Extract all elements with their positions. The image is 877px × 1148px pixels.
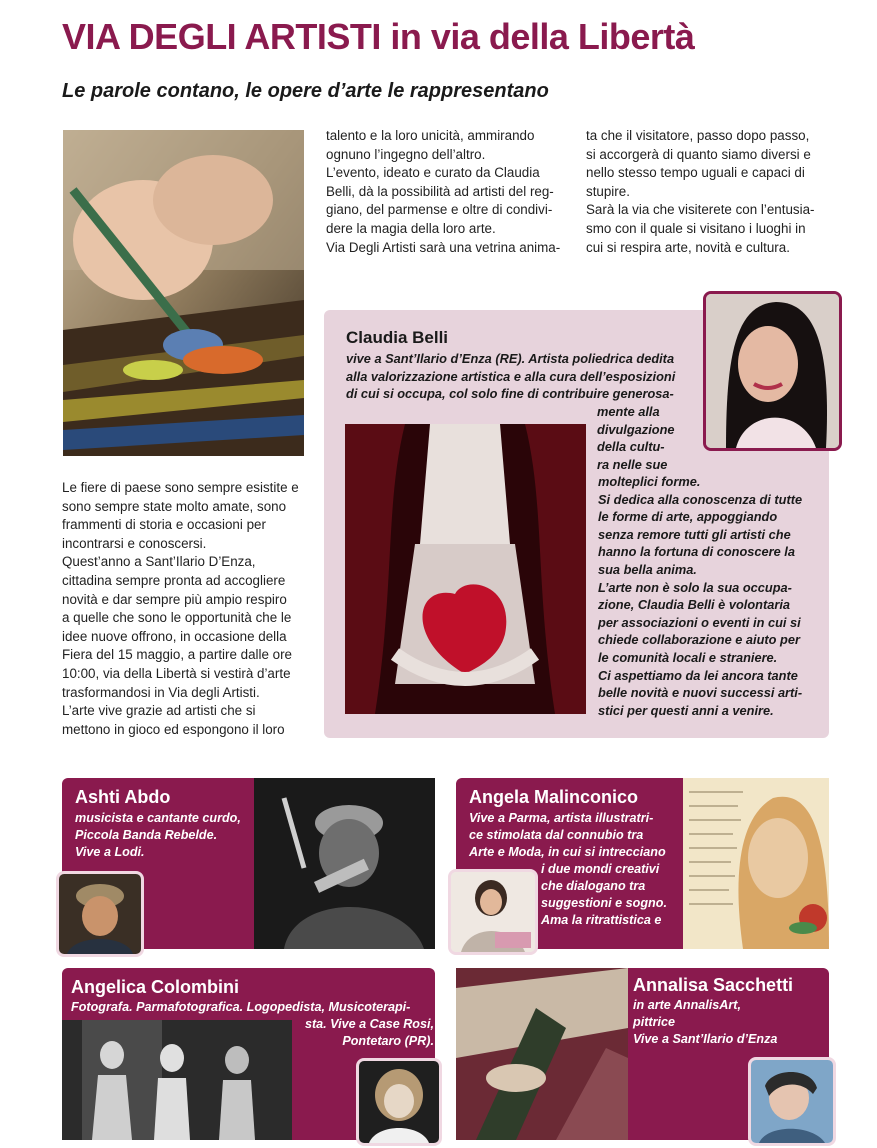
bio-line: divulgazione — [597, 421, 675, 437]
desc-line: pittrice — [633, 1015, 675, 1029]
article-line: Via Degli Artisti sarà una vetrina anima- — [326, 239, 561, 255]
desc-line: ce stimolata dal connubio tra — [469, 828, 644, 842]
bio-line: molteplici forme. — [598, 474, 701, 489]
bio-line: Si dedica alla conoscenza di tutte — [598, 491, 803, 507]
article-line: ta che il visitatore, passo dopo passo, — [586, 128, 810, 143]
desc-line: Fotografa. Parmafotografica. Logopedista, Musicoterapi- — [71, 1000, 411, 1014]
bio-line: alla valorizzazione artistica e alla cura dell’esposizioni — [346, 368, 676, 384]
desc-line: Ama la ritrattistica e — [541, 913, 662, 927]
bio-line: di cui si occupa, col solo fine di contribuire generosa- — [346, 386, 674, 402]
desc-line: Vive a Sant’Ilario d’Enza — [633, 1032, 778, 1046]
article-line: novità e dar sempre più ampio respiro — [62, 591, 287, 607]
page-title: VIA DEGLI ARTISTI in via della Libertà — [62, 16, 695, 57]
article-line: cittadina sempre pronta ad accogliere — [62, 572, 286, 588]
article-line: stupire. — [586, 183, 630, 199]
article-line: Fiera del 15 maggio, a partire dalle ore — [62, 647, 293, 663]
desc-line: suggestioni e sogno. — [541, 896, 667, 910]
article-line: 10:00, via della Libertà si vestirà d’arte — [62, 665, 291, 681]
claudia-bio-top — [346, 350, 706, 403]
article-line: giano, del parmense e oltre di condivi- — [326, 202, 553, 218]
ashti-avatar — [56, 871, 144, 957]
annalisa-desc — [633, 997, 828, 1048]
desc-line: in arte AnnalisArt, — [633, 998, 741, 1012]
desc-line: che dialogano tra — [541, 879, 646, 893]
bio-line: chiede collaborazione e aiuto per — [598, 632, 800, 648]
article-line: sono sempre state molto amate, sono — [62, 498, 287, 514]
claudia-bio-narrow — [597, 403, 702, 473]
article-line: mettono in gioco ed espongono il loro — [62, 721, 285, 737]
desc-line: Arte e Moda, in cui si intrecciano — [469, 845, 666, 859]
angela-name: Angela Malinconico — [469, 787, 639, 807]
angela-artwork — [683, 778, 829, 949]
angelica-photo — [62, 1020, 292, 1140]
bio-line: per associazioni o eventi in cui si — [598, 614, 801, 630]
bio-line: vive a Sant’Ilario d’Enza (RE). Artista poliedrica dedita — [346, 351, 675, 366]
page-subtitle: Le parole contano, le opere d’arte le rappresentano — [62, 80, 549, 102]
article-line: Belli, dà la possibilità ad artisti del reg- — [326, 183, 554, 199]
desc-line: i due mondi creativi — [541, 862, 660, 876]
article-line: si accorgerà di quanto siamo diversi e — [586, 146, 811, 162]
desc-line: sta. Vive a Case Rosi, — [304, 1017, 434, 1031]
bio-line: stici per questi anni a venire. — [598, 702, 774, 718]
ashti-photo — [254, 778, 435, 949]
bio-line: hanno la fortuna di conoscere la — [598, 544, 795, 560]
article-line: L’arte vive grazie ad artisti che si — [62, 703, 256, 719]
claudia-portrait — [703, 291, 842, 451]
heart-painting — [345, 424, 586, 714]
painting-hand-photo — [63, 130, 304, 456]
bio-line: L’arte non è solo la sua occupa- — [598, 579, 792, 595]
bio-line: le forme di arte, appoggiando — [598, 509, 778, 525]
angela-desc-top — [469, 810, 684, 861]
ashti-desc — [75, 810, 255, 861]
article-column-left — [62, 479, 312, 739]
article-line: L’evento, ideato e curato da Claudia — [326, 165, 540, 181]
annalisa-avatar — [748, 1057, 836, 1146]
desc-line: Piccola Banda Rebelde. — [75, 828, 218, 842]
article-line: nello stesso tempo uguali e capaci di — [586, 165, 805, 181]
bio-line: Ci aspettiamo da lei ancora tante — [598, 667, 798, 683]
article-line: Le fiere di paese sono sempre esistite e — [62, 480, 299, 495]
claudia-bio-side — [598, 473, 823, 719]
claudia-name: Claudia Belli — [346, 328, 449, 347]
angelica-desc-side — [299, 1016, 434, 1050]
bio-line: ra nelle sue — [597, 456, 668, 472]
article-line: talento e la loro unicità, ammirando — [326, 128, 535, 143]
desc-line: Vive a Parma, artista illustratri- — [469, 811, 654, 825]
article-line: ognuno l’ingegno dell’altro. — [326, 146, 486, 162]
bio-line: belle novità e nuovi successi arti- — [598, 685, 803, 701]
angela-avatar — [448, 869, 538, 955]
angela-desc-side — [541, 861, 683, 929]
article-column-middle — [326, 127, 571, 257]
bio-line: le comunità locali e straniere. — [598, 649, 778, 665]
annalisa-name: Annalisa Sacchetti — [633, 975, 794, 995]
article-line: trasformandosi in Via degli Artisti. — [62, 684, 260, 700]
annalisa-artwork — [456, 968, 628, 1140]
angelica-desc-top — [71, 999, 431, 1016]
bio-line: senza remore tutti gli artisti che — [598, 526, 791, 542]
article-line: idee nuove offrono, in occasione della — [62, 628, 287, 644]
article-column-right — [586, 127, 831, 257]
bio-line: zione, Claudia Belli è volontaria — [598, 597, 790, 613]
article-line: smo con il quale si visitano i luoghi in — [586, 220, 806, 236]
angelica-name: Angelica Colombini — [71, 977, 240, 997]
ashti-name: Ashti Abdo — [75, 787, 171, 807]
bio-line: mente alla — [597, 404, 660, 419]
article-line: incontrarsi e conoscersi. — [62, 535, 207, 551]
angelica-avatar — [356, 1058, 442, 1146]
bio-line: della cultu- — [597, 439, 665, 455]
article-line: Sarà la via che visiterete con l’entusia- — [586, 202, 815, 218]
article-line: cui si respira arte, novità e cultura. — [586, 239, 790, 255]
article-line: a quelle che sono le opportunità che le — [62, 610, 292, 626]
article-line: dere la magia della loro arte. — [326, 220, 496, 236]
article-line: Quest’anno a Sant’Ilario D’Enza, — [62, 554, 256, 570]
article-line: frammenti di storia e occasioni per — [62, 517, 266, 533]
bio-line: sua bella anima. — [598, 561, 697, 577]
desc-line: Vive a Lodi. — [75, 845, 145, 859]
desc-line: Pontetaro (PR). — [342, 1034, 434, 1048]
desc-line: musicista e cantante curdo, — [75, 811, 241, 825]
